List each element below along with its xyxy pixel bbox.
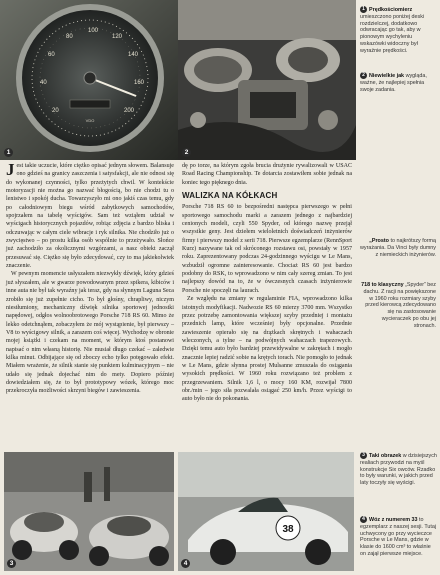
caption-number-badge: 4 [360,516,367,523]
caption-number-badge: 2 [360,72,367,79]
svg-text:100: 100 [88,28,99,34]
caption-car-33 [360,516,438,558]
article-paragraph: Porsche 718 RS 60 to bezpośredni następca pierwszego w pełni sportowego samochodu marki a zarazem jednego z najbardziej cenionych modeli, czyli 550 Spyder, od którego nazwę przejął wszystkie geny. Jest dziełem wieloletnich doświadczeń inżynierów firmy i pierwszy model z serii 718. Pierwsze egzemplarze (RennSport Kurz) nazywane tak od skróconego rozstawu osi, powstały w 1957 roku. Zaprezentowany podczas 24-godzinnego wyścigu w Le Mans, wzbudził ogromne zainteresowanie. Chociaż RS 60 jest bardzo podobny do RSK, to wprowadzono w nim cały szereg zmian. To jest najlepszy dowód na to, że w ówczesnych czasach inżynierowie Porsche nie spoczęli na laurach. [182,204,352,294]
speedometer-illustration [0,0,178,160]
caption-title: Wóz z numerem 33 [369,516,418,523]
dropcap-letter: J [6,160,15,179]
article-column-2 [182,162,352,404]
photo-number-badge: 2 [182,148,191,157]
photo-number-badge: 1 [4,148,13,157]
svg-text:120: 120 [112,34,123,40]
svg-text:160: 160 [134,80,145,86]
caption-text: w dzisiejszych realiach przywodzi na myśl konstrukcje Six owców. Rzadko to były warunki, w jakich przed laty toczyły się wyścigi. [360,452,437,487]
article-paragraph: Ze względu na zmiany w regulaminie FIA, wprowadzono kilka istotnych modyfikacji. Nadwozie RS 60 mierzy 3700 mm. Wszystko przez potrzebę zamontowania większej szyby przedniej i montażu przednich lamp, które wcześniej były opcjonalne. Przednie zawieszenie opierało się na drążkach skrętnych i wahaczach wleczonych, a tylne – na podwójnych wahaczach trapezowych. Dzięki temu auto było bardziej przewidywalne w zakrętach i mogło znacznie lepiej radzić sobie na krętych torach. Nie pomogło to jednak w Le Mans, gdzie słynna prostej Mulsanne zmuszała do osiągania wysokich prędkości. W 1960 roku rozwiązano też problem z przegrzewaniem. Silnik 1,6 l, o mocy 160 KM, rozwijał 7800 obr./min – jego siła pozwalała osiągać 250 km/h. Przez wyścigi to auto było nie do pokonania. [182,296,352,403]
section-heading: WALIZKA NA KÓŁKACH [182,191,278,201]
svg-text:80: 80 [66,34,73,40]
svg-text:140: 140 [128,52,139,58]
engine-photo [178,0,356,160]
caption-718-spyder [360,282,436,330]
article-paragraph: Jest takie uczucie, które ciężko opisać jednym słowem. Balansuje ono gdzieś na granicy zaszczenia i satysfakcji, ale nie odnosi się do wykonanej czynności, tylko przeżytych chwil. W kontekście motoryzacji nie można go nazwać błogością, bo nie chodzi tu o lenistwo i spokój ducha. Towarzyszyło mi ono jakiś czas temu, gdy po całodniowym biegu wśród zabytkowych samochodów, spojrzałem na tabelę wyścigów. Sam też wziąłem udział w wyścigach historycznych pojazdów, robiąc zdjęcia z bardzo bliska i odczuwając w całym ciele wibracje i ryk silnika. Nie chodziło już o zwycięstwo – po prostu kilka osób wspólnie to przeżywało. Słońce już zachodziło za okolicznymi wzgórzami, a nasz obiekt zaczął przesuwać się. Ciężko się było zdecydować, czy to ma jakiekolwiek znaczenie. [6,160,174,270]
caption-speedometer [360,6,438,55]
caption-text: to egzemplarz z naszej sesji. Tutaj uchwycony go przy wycieczce Porsche w Le Mans, gdzie w klasie do 1600 cm³ to właśnie on zajął pierwsze miejsce. [360,516,437,557]
speedometer-photo [0,0,178,160]
photo-number-badge: 3 [7,559,16,568]
caption-prosto [360,238,436,258]
porsche-718-illustration [178,452,354,571]
svg-text:60: 60 [48,52,55,58]
caption-title: Taki obrazek [369,452,402,459]
article-paragraph: dę po torze, na którym zgoła brucia drużynie rywalizowali w USAC Road Racing Championship. Te dotarcia zostawiłem sobie jednak na koniec tego pięknego dnia. [182,163,352,186]
porsche-718-photo [178,452,354,571]
svg-text:VDO: VDO [85,118,95,123]
caption-sidebar [356,0,440,575]
caption-text: wygląda, ważne, że najlepiej spełnia swoje zadania. [360,72,427,93]
caption-title: „Prosto [369,238,389,244]
photo-number-badge: 4 [181,559,190,568]
svg-text:20: 20 [52,108,59,114]
engine-illustration [178,0,356,160]
svg-text:200: 200 [124,108,135,114]
svg-text:40: 40 [40,80,47,86]
caption-number-badge: 3 [360,452,367,459]
caption-title: Prędkościomierz [369,6,413,13]
caption-text: umieszczono poniżej deski rozdzielczej, dodatkowo odwracając go tak, aby w pionowym wychyleniu wskazówki widoczny był wyraźnie prędkości. [360,13,425,54]
caption-title: 718 to klasyczny [361,282,404,288]
caption-engine [360,72,438,93]
caption-number-badge: 1 [360,6,367,13]
race-cars-illustration [4,452,174,571]
caption-title: Niewielkie jak [369,72,405,79]
article-column-1 [6,162,174,396]
caption-text: „Spyder” bez dachu. Z racji na powiększone w 1960 roku rozmiary szyby przed kierowcą zdecydowano się na zastosowanie wycieraczek po obu jej stronach. [363,282,436,329]
caption-race-cars [360,452,438,487]
race-cars-photo [4,452,174,571]
article-paragraph: W pewnym momencie usłyszałem niezwykły dźwięk, który gdzieś już słyszałem, ale w gwarze powodowanym przez spikera, kibiców i inne auta nie był tak wyraźny jak teraz, gdy na słynnym Laguna Seca zrobiło się już zupełnie cicho. To był głośny, chrapliwy, niczym niestłumiony, mechaniczny dźwięk silnika sportowej jednostki napędowej, odgłos wolnoobrotowego Porsche 718 RS 60. Mimo że lekko odetchnąłem, zobaczyłem że mój wystąpienie, był pierwszy – V8 to wyścigowy silnik, a zarazem coś więcej. Wychodzę w obronie mojej książki i czekam na moment, w którym ktoś postanowi napisać o nim własną historię. Nie musiał długo czekać – zaledwie kilka minut. Odbijające się od zboczy echo tylko potęgowało efekt. Miałem wrażenie, że silnik stanie się punktem kulminacyjnym – nie udało się jednak dojechać nim do mety. Dopiero później dowiedziałem się, że to był prototypowy wózek, którego moc przekroczyła możliwości skrzyni biegów i zawieszenia. [6,271,174,395]
caption-text: to najkrótszy formą wyrażania. Da Vinci były dumny z niemieckich inżynierów. [360,238,437,258]
car-number-plate: 38 [282,524,294,535]
